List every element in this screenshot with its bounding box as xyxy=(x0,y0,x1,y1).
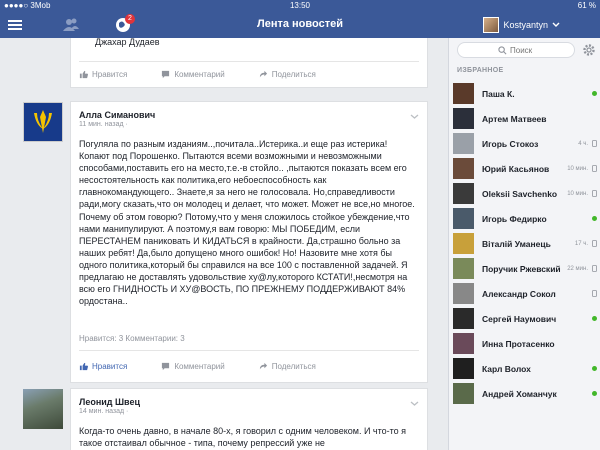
share-label: Поделиться xyxy=(271,361,316,371)
post-body: Погуляла по разным изданиям..,почитала..Истерика..и еще раз истерика! Копают под Порошенко. Пытаются всеми возможными и невозможными способами,поставить его на место,т.е.-в стойло.. ,пытаются показать всем его несостоятельность как политика,его небоеспособность как главнокомандующего.. Знаете,я за него не голосовала. Но,справедливости ради,могу сказать,что он молодец и делает, что может. Может не все,но многое. Почему об этом говорю? Потому,что у меня сложилось стойкое убеждение,что нами манипулируют. А поэтому,я вам говорю: МЫ ПОБЕДИМ, если ПЕРЕСТАНЕМ паниковать И КИДАТЬСЯ в крайности. Да,страшно больно за наших ребят! Да,было допущено много ошибок! Но! Назовите мне хотя бы одного политика,который бы справился на все 100 с поставленной задачей. Я предлагаю не доставлять удовольствие ху@лу,которого КСТАТИ!,несмотря на всю его ГНИДНОСТЬ И ХУ@ВОСТЬ, ПО ПРЕЖНЕМУ ПОДДЕРЖИВАЮТ 84% ордостана.. xyxy=(79,139,415,307)
online-indicator-icon xyxy=(592,391,597,396)
friend-list-item[interactable] xyxy=(449,381,600,406)
post-actions xyxy=(79,66,419,82)
avatar xyxy=(453,258,474,279)
share-button[interactable] xyxy=(259,70,316,79)
friend-list-item[interactable] xyxy=(449,256,600,281)
friend-name: Андрей Хоманчук xyxy=(482,388,557,399)
avatar xyxy=(483,17,499,33)
friend-list-item[interactable] xyxy=(449,181,600,206)
last-active-time: 4 ч. xyxy=(578,140,588,147)
mobile-phone-icon xyxy=(592,140,597,147)
comment-icon xyxy=(161,70,170,79)
mobile-phone-icon xyxy=(592,190,597,197)
thumbs-up-icon xyxy=(79,362,88,371)
divider xyxy=(79,350,419,351)
like-label: Нравится xyxy=(92,69,128,79)
friend-name: Игорь Федирко xyxy=(482,213,547,224)
post-card xyxy=(70,388,428,450)
friend-name: Карл Волох xyxy=(482,363,531,374)
avatar xyxy=(453,133,474,154)
friend-name: Паша К. xyxy=(482,88,515,99)
last-active-time: 22 мин. xyxy=(567,265,588,272)
like-button[interactable] xyxy=(79,362,127,371)
like-button[interactable] xyxy=(79,70,127,79)
shared-link-title[interactable]: Джахар Дудаев xyxy=(95,38,160,47)
thumbs-up-icon xyxy=(79,70,88,79)
comment-label: Комментарий xyxy=(174,69,225,79)
mobile-phone-icon xyxy=(592,265,597,272)
author-avatar[interactable] xyxy=(23,389,63,429)
share-button[interactable] xyxy=(259,362,316,371)
news-feed xyxy=(0,38,448,450)
share-label: Поделиться xyxy=(271,69,316,79)
friend-name: Артем Матвеев xyxy=(482,113,547,124)
share-icon xyxy=(259,362,268,371)
avatar xyxy=(453,383,474,404)
clock: 13:50 xyxy=(289,1,311,10)
like-label: Нравится xyxy=(92,361,128,371)
post-card xyxy=(70,101,428,383)
comment-button[interactable] xyxy=(161,362,224,371)
friend-list-item[interactable] xyxy=(449,131,600,156)
friend-list-item[interactable] xyxy=(449,156,600,181)
trident-emblem-icon xyxy=(28,107,58,137)
avatar xyxy=(453,308,474,329)
comment-label: Комментарий xyxy=(174,361,225,371)
gear-icon[interactable] xyxy=(582,43,596,57)
chevron-down-icon[interactable] xyxy=(410,112,419,121)
favorites-heading: ИЗБРАННОЕ xyxy=(457,67,504,74)
status-bar xyxy=(0,0,600,12)
avatar xyxy=(453,183,474,204)
avatar xyxy=(453,208,474,229)
profile-name: Kostyantyn xyxy=(503,20,548,30)
divider xyxy=(79,61,419,62)
comment-button[interactable] xyxy=(161,70,224,79)
avatar xyxy=(453,158,474,179)
friend-name: Сергей Наумович xyxy=(482,313,557,324)
chat-sidebar xyxy=(448,38,600,450)
last-active-time: 17 ч. xyxy=(574,240,588,247)
friend-name: Юрий Касьянов xyxy=(482,163,550,174)
friend-list-item[interactable] xyxy=(449,106,600,131)
mobile-phone-icon xyxy=(592,165,597,172)
author-avatar[interactable] xyxy=(23,102,63,142)
avatar xyxy=(453,83,474,104)
friend-name: Віталій Уманець xyxy=(482,238,551,249)
friend-name: Поручик Ржевский xyxy=(482,263,561,274)
friend-list-item[interactable] xyxy=(449,281,600,306)
friends-list xyxy=(449,81,600,406)
online-indicator-icon xyxy=(592,91,597,96)
battery-label: 61 % xyxy=(577,1,596,10)
post-timestamp[interactable]: 11 мин. назад · xyxy=(79,121,128,128)
friend-name: Игорь Стокоз xyxy=(482,138,539,149)
search-box[interactable] xyxy=(457,42,575,58)
friend-list-item[interactable] xyxy=(449,206,600,231)
friend-list-item[interactable] xyxy=(449,231,600,256)
search-input[interactable] xyxy=(510,45,566,56)
post-timestamp[interactable]: 14 мин. назад · xyxy=(79,408,129,415)
friend-list-item[interactable] xyxy=(449,356,600,381)
mobile-phone-icon xyxy=(592,240,597,247)
comment-icon xyxy=(161,362,170,371)
friend-name: Александр Сокол xyxy=(482,288,556,299)
share-icon xyxy=(259,70,268,79)
avatar xyxy=(453,333,474,354)
post-card xyxy=(70,38,428,88)
avatar xyxy=(453,233,474,254)
profile-button[interactable] xyxy=(483,16,560,34)
online-indicator-icon xyxy=(592,216,597,221)
chevron-down-icon[interactable] xyxy=(410,399,419,408)
online-indicator-icon xyxy=(592,366,597,371)
avatar xyxy=(453,108,474,129)
post-actions xyxy=(79,358,419,374)
post-body: Когда-то очень давно, в начале 80-х, я говорил с одним человеком. И что-то я такое отстаивал обычное - типа, почему репрессий уже не xyxy=(79,426,407,449)
carrier-label: ●●●●○ 3Mob xyxy=(4,1,51,10)
post-author[interactable]: Алла Симанович xyxy=(79,110,156,120)
page-title: Лента новостей xyxy=(257,18,343,30)
mobile-phone-icon xyxy=(592,290,597,297)
avatar xyxy=(453,283,474,304)
friend-name: Инна Протасенко xyxy=(482,338,555,349)
friend-list-item[interactable] xyxy=(449,81,600,106)
avatar xyxy=(453,358,474,379)
chevron-down-icon xyxy=(552,21,560,29)
friend-name: Oleksii Savchenko xyxy=(482,188,558,199)
nav-bar xyxy=(0,12,600,38)
post-stats[interactable]: Нравится: 3 Комментарии: 3 xyxy=(79,334,185,343)
last-active-time: 10 мин. xyxy=(567,190,588,197)
friend-list-item[interactable] xyxy=(449,331,600,356)
online-indicator-icon xyxy=(592,316,597,321)
last-active-time: 10 мин. xyxy=(567,165,588,172)
notification-badge: 2 xyxy=(125,14,135,24)
post-author[interactable]: Леонид Швец xyxy=(79,397,140,407)
search-icon xyxy=(498,46,507,55)
friend-list-item[interactable] xyxy=(449,306,600,331)
